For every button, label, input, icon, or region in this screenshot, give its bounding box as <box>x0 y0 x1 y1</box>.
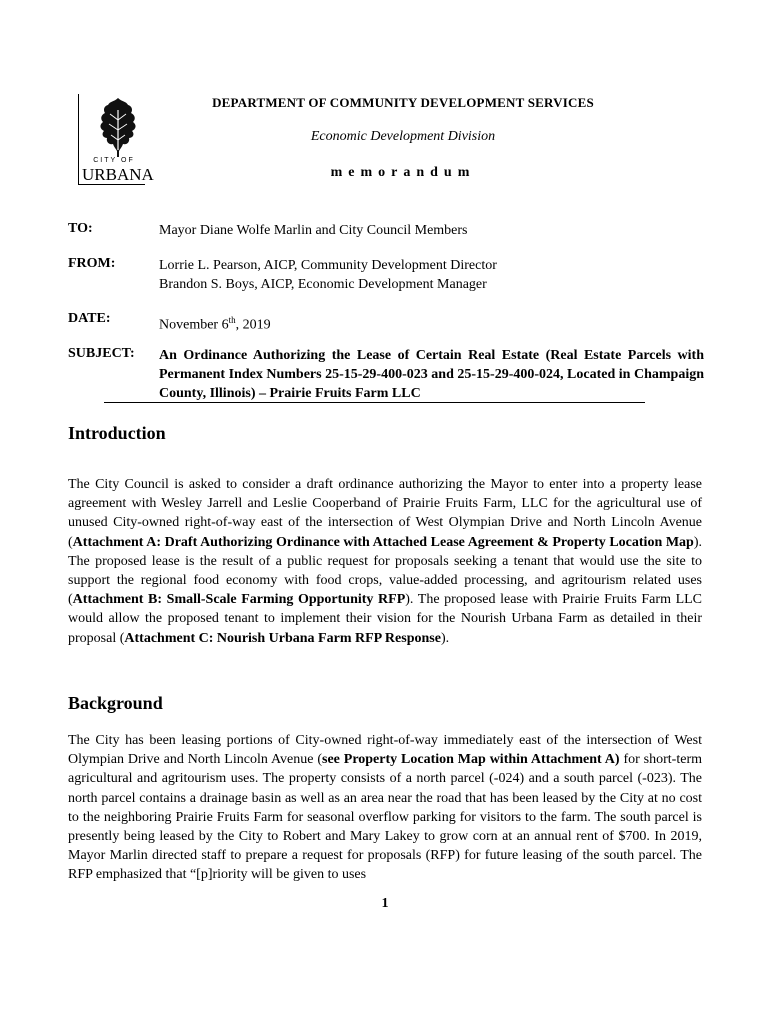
subject-label: SUBJECT: <box>68 346 135 361</box>
intro-text-2: ). The proposed lease is the result of a public request for proposals seeking a tenant that would use the site to support the regional food economy with food crops, value-added processing, and agritourism related uses ( <box>68 534 702 608</box>
date-suffix: th <box>228 315 236 325</box>
date-value <box>159 311 704 335</box>
introduction-paragraph <box>68 475 702 648</box>
oak-leaf-icon <box>96 96 140 158</box>
date-main: November 6 <box>159 317 229 333</box>
background-paragraph <box>68 731 702 885</box>
to-label: TO: <box>68 221 93 236</box>
intro-text-4: ). <box>440 630 450 646</box>
to-value: Mayor Diane Wolfe Marlin and City Council Members <box>159 223 468 238</box>
introduction-heading: Introduction <box>68 423 166 443</box>
from-line-1: Lorrie L. Pearson, AICP, Community Development Director <box>159 258 497 273</box>
date-label: DATE: <box>68 311 111 326</box>
background-heading: Background <box>68 693 163 713</box>
page-number: 1 <box>381 896 389 911</box>
intro-text-3: ). The proposed lease with Prairie Fruits Farm LLC would allow the proposed tenant to implement their vision for the Nourish Urbana Farm as detailed in their proposal ( <box>68 592 703 646</box>
memo-heading: memorandum <box>330 165 476 180</box>
date-year: , 2019 <box>235 317 271 333</box>
logo-urbana-text: URBANA <box>82 165 154 184</box>
background-map-reference: see Property Location Map within Attachment A) <box>322 752 620 768</box>
division-name: Economic Development Division <box>310 129 496 144</box>
background-text-2: for short-term agricultural and agritourism uses. The property consists of a north parcel (-024) and a south parcel (-023). The north parcel contains a drainage basin as well as an area near the road that has been leased by the City at no cost to the neighboring Prairie Fruits Farm for seasonal overflow parking for visitors to the farm. The south parcel is presently being leased by the City to Robert and Mary Lakey to grow corn at an annual rent of $700. In 2019, Mayor Marlin directed staff to prepare a request for proposals (RFP) for future leasing of the south parcel. The RFP emphasized that “[p]riority will be given to uses <box>68 752 702 883</box>
intro-attachment-a: Attachment A: Draft Authorizing Ordinance with Attached Lease Agreement & Property Location Map <box>72 534 694 550</box>
intro-attachment-b: Attachment B: Small-Scale Farming Opportunity RFP <box>72 592 406 608</box>
department-title: DEPARTMENT OF COMMUNITY DEVELOPMENT SERVICES <box>212 95 594 110</box>
background-text-1: The City has been leasing portions of City-owned right-of-way immediately east of the intersection of West Olympian Drive and North Lincoln Avenue ( <box>68 733 702 768</box>
from-line-2: Brandon S. Boys, AICP, Economic Development Manager <box>159 277 487 292</box>
intro-attachment-c: Attachment C: Nourish Urbana Farm RFP Response <box>124 630 441 646</box>
from-value <box>159 256 704 294</box>
logo-city-of-text: CITY OF <box>93 157 135 164</box>
intro-text-1: The City Council is asked to consider a draft ordinance authorizing the Mayor to enter into a property lease agreement with Wesley Jarrell and Leslie Cooperband of Prairie Fruits Farm, LLC for the agricultural use of unused City-owned right-of-way east of the intersection of West Olympian Drive and North Lincoln Avenue ( <box>68 477 702 550</box>
from-label: FROM: <box>68 256 116 271</box>
subject-value: An Ordinance Authorizing the Lease of Certain Real Estate (Real Estate Parcels with Permanent Index Numbers 25-15-29-400-023 and 25-15-29-400-024, Located in Champaign County, Illinois) – Prairie Fruits Farm LLC <box>159 348 704 401</box>
header-rule <box>104 402 645 403</box>
